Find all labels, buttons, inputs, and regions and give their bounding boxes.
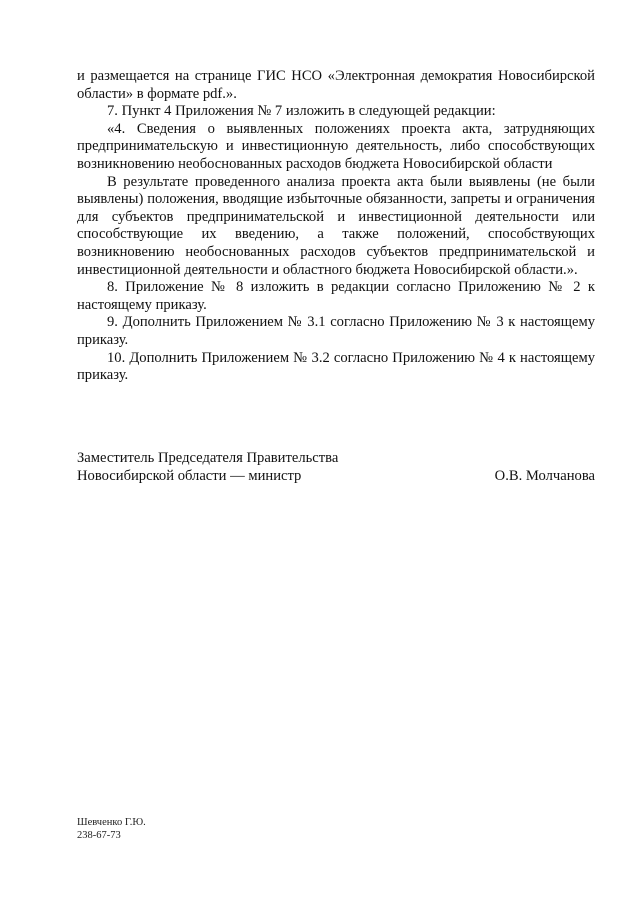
signatory-title-line2: Новосибирской области — министр — [77, 467, 302, 484]
signatory-name: О.В. Молчанова — [494, 467, 595, 484]
signatory-row — [77, 468, 595, 486]
document-body — [77, 68, 595, 385]
paragraph-continuation: и размещается на странице ГИС НСО «Электронная демократия Новосибирской области» в формате pdf.». — [77, 68, 595, 102]
signatory-title-line1: Заместитель Председателя Правительства — [77, 450, 339, 466]
executor-footer — [77, 816, 146, 842]
paragraph-item-9: 9. Дополнить Приложением № 3.1 согласно Приложению № 3 к настоящему приказу. — [77, 314, 595, 348]
paragraph-item-8: 8. Приложение № 8 изложить в редакции согласно Приложению № 2 к настоящему приказу. — [77, 279, 595, 313]
paragraph-item-10: 10. Дополнить Приложением № 3.2 согласно Приложению № 4 к настоящему приказу. — [77, 349, 595, 384]
signature-block — [77, 450, 595, 485]
paragraph-quoted-heading: «4. Сведения о выявленных положениях проекта акта, затрудняющих предпринимательскую и инвестиционную деятельность, либо способствующих возникновению необоснованных расходов бюджета Новосибирской области — [77, 120, 595, 172]
executor-name: Шевченко Г.Ю. — [77, 817, 146, 828]
executor-phone: 238-67-73 — [77, 830, 121, 841]
paragraph-analysis-result: В результате проведенного анализа проекта акта были выявлены (не были выявлены) положения, вводящие избыточные обязанности, запреты и ограничения для субъектов предпринимательской и инвестиционной деятельности или способствующие их введению, а также положений, способствующих возникновению необоснованных расходов субъектов предпринимательской и инвестиционной деятельности и областного бюджета Новосибирской области.». — [77, 173, 595, 278]
paragraph-item-7: 7. Пункт 4 Приложения № 7 изложить в следующей редакции: — [107, 103, 496, 120]
